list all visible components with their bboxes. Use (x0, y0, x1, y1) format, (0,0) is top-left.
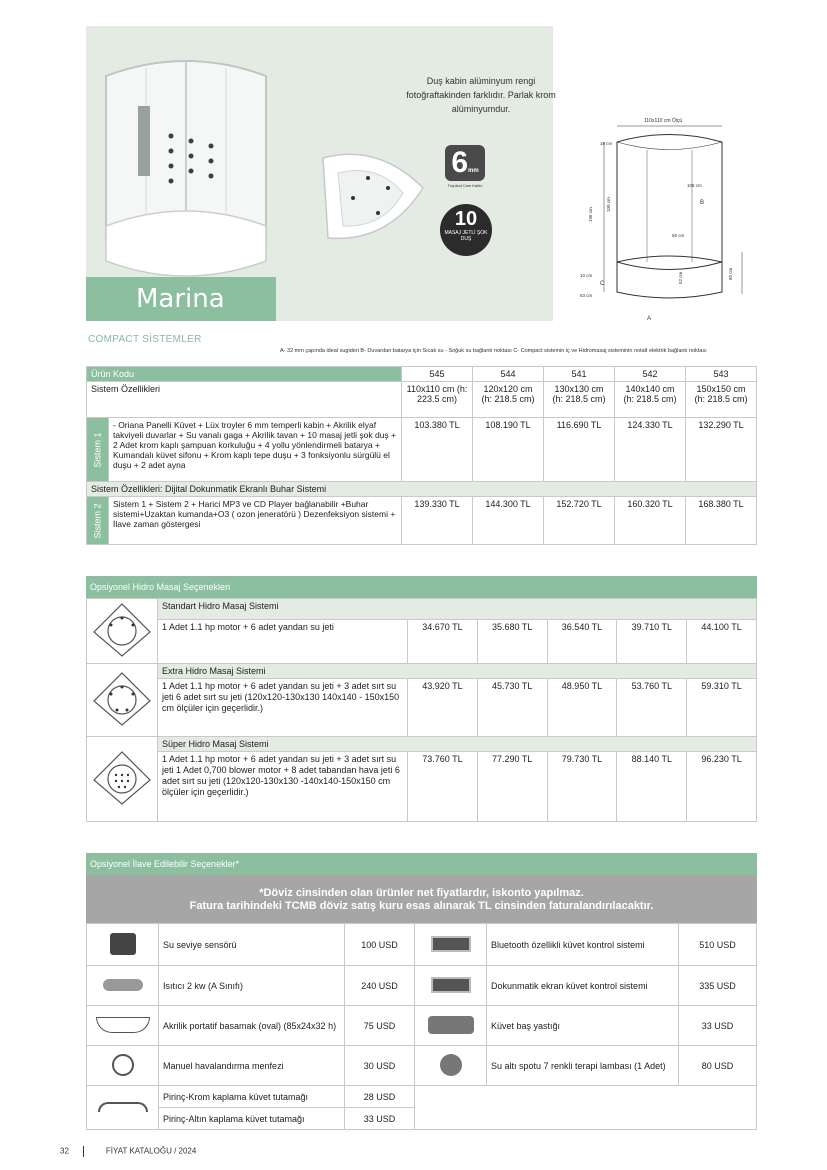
price-cell: 73.760 TL (408, 752, 478, 822)
hydro-option-desc: 1 Adet 1.1 hp motor + 6 adet yandan su jeti + 3 adet sırt su jeti 1 Adet 0,700 blower motor + 8 adet tabandan hava jeti 6 adet sırt su jeti (120x120-130x130 -140x140-150x150 cm ölçüler için geçerlidir.) (158, 752, 408, 822)
addon-icon-cell (415, 966, 487, 1006)
system2-header: Sistem Özellikleri: Dijital Dokunmatik Ekranlı Buhar Sistemi (87, 482, 757, 497)
price-cell: 35.680 TL (477, 620, 547, 664)
code-cell: 543 (686, 367, 757, 382)
hydro-standard-icon-cell (87, 599, 158, 664)
finish-note: Duş kabin alüminyum rengi fotoğraftakinden farklıdır. Parlak krom alüminyumdur. (406, 76, 556, 114)
price-cell: 48.950 TL (547, 679, 617, 737)
price-cell: 43.920 TL (408, 679, 478, 737)
hydro-super-icon-cell (87, 737, 158, 822)
price-cell: 79.730 TL (547, 752, 617, 822)
addon-options-header: Opsiyonel İlave Edilebilir Seçenekler* (86, 853, 757, 875)
hydro-option-title: Standart Hidro Masaj Sistemi (158, 599, 757, 620)
page-footer (60, 1146, 196, 1157)
dim-label-5: 10 cm (580, 273, 593, 278)
size-cell: 140x140 cm (h: 218.5 cm) (615, 382, 686, 418)
pillow-icon (428, 1016, 474, 1034)
vent-icon (112, 1054, 134, 1076)
addon-icon-cell (415, 924, 487, 966)
badge-6-caption: Tropikal Cam Kabin (447, 183, 483, 188)
badge-6-unit: mm (468, 168, 479, 174)
price-cell: 39.710 TL (617, 620, 687, 664)
dim-label-1: 196 cm (588, 207, 593, 222)
shower-cabin-photo (96, 46, 276, 286)
features-label: Sistem Özellikleri (87, 382, 402, 418)
addon-label: Pirinç-Altın kaplama küvet tutamağı (159, 1108, 345, 1130)
addon-icon-cell (87, 1006, 159, 1046)
table-row (87, 1046, 757, 1086)
price-cell: 96.230 TL (687, 752, 757, 822)
touchscreen-control-icon (431, 977, 471, 993)
super-tub-icon (91, 749, 153, 807)
underwater-light-icon (440, 1054, 462, 1076)
extra-tub-icon (91, 670, 153, 728)
addon-price: 75 USD (345, 1006, 415, 1046)
hero-panel (86, 26, 556, 321)
price-cell: 103.380 TL (402, 418, 473, 482)
price-cell: 59.310 TL (687, 679, 757, 737)
size-cell: 150x150 cm (h: 218.5 cm) (686, 382, 757, 418)
price-cell: 88.140 TL (617, 752, 687, 822)
dim-label-2: 108 cm (687, 183, 702, 188)
col-header-code: Ürün Kodu (87, 367, 402, 382)
product-price-table (86, 366, 757, 545)
hydro-option-title: Süper Hidro Masaj Sistemi (158, 737, 757, 752)
table-row (87, 497, 757, 545)
6mm-glass-badge (441, 141, 489, 191)
price-cell: 44.100 TL (687, 620, 757, 664)
table-row (87, 599, 757, 620)
hydro-options-header: Opsiyonel Hidro Masaj Seçenekleri (86, 576, 757, 598)
addon-label: Küvet baş yastığı (487, 1006, 679, 1046)
addon-label: Dokunmatik ekran küvet kontrol sistemi (487, 966, 679, 1006)
dim-label-6: 53 cm (580, 293, 593, 298)
price-cell: 144.300 TL (473, 497, 544, 545)
hydro-option-title: Extra Hidro Masaj Sistemi (158, 664, 757, 679)
system2-desc: Sistem 1 + Sistem 2 + Harici MP3 ve CD Player bağlanabilir +Buhar sistemi+Uzaktan kumanda+O3 ( ozon jeneratörü ) Dezenfeksiyon sistemi + İlave zaman göstergesi (109, 497, 402, 545)
table-row (87, 482, 757, 497)
step-icon (96, 1017, 150, 1033)
addon-price: 100 USD (345, 924, 415, 966)
system1-label: Sistem 1 (92, 431, 103, 468)
system2-label: Sistem 2 (92, 502, 103, 539)
letter-b: B (700, 200, 705, 206)
code-cell: 545 (402, 367, 473, 382)
addon-icon-cell (87, 1086, 159, 1130)
addon-price: 240 USD (345, 966, 415, 1006)
table-row (87, 924, 757, 966)
connection-legend: A- 32 mm çapında ideal sugideri B- Duvardan batarya için Sıcak su - Soğuk su bağlantı noktası C- Compact sistemin iç ve Hidromasaj sisteminin notalt elektrik bağlantı noktası (280, 348, 707, 354)
hydro-option-desc: 1 Adet 1.1 hp motor + 6 adet yandan su jeti (158, 620, 408, 664)
handle-icon (98, 1102, 148, 1112)
addon-label: Manuel havalandırma menfezi (159, 1046, 345, 1086)
table-row (87, 367, 757, 382)
size-cell: 120x120 cm (h: 218.5 cm) (473, 382, 544, 418)
system1-label-cell (87, 418, 109, 482)
price-cell: 53.760 TL (617, 679, 687, 737)
table-row (87, 966, 757, 1006)
schematic-top-label: 110x110 cm Ölçü (644, 118, 683, 124)
letter-c: C (600, 281, 605, 287)
addon-icon-cell (415, 1006, 487, 1046)
price-cell: 124.330 TL (615, 418, 686, 482)
price-cell: 45.730 TL (477, 679, 547, 737)
hydro-options-table (86, 598, 757, 822)
price-cell: 139.330 TL (402, 497, 473, 545)
addon-price: 335 USD (679, 966, 757, 1006)
bluetooth-control-icon (431, 936, 471, 952)
empty-cell (415, 1086, 757, 1130)
badge-10-text: MASAJ JETLİ ŞOK DUŞ (444, 230, 488, 242)
size-cell: 130x130 cm (h: 218.5 cm) (544, 382, 615, 418)
dim-label-7: 52 cm (678, 271, 683, 284)
addon-options-table (86, 923, 757, 1130)
dim-label-4: 55 cm (672, 233, 685, 238)
table-row (87, 382, 757, 418)
addon-icon-cell (87, 924, 159, 966)
addon-label: Bluetooth özellikli küvet kontrol sistemi (487, 924, 679, 966)
heater-icon (103, 979, 143, 991)
price-cell: 132.290 TL (686, 418, 757, 482)
badge-6-number: 6 (451, 146, 468, 179)
table-row (87, 1086, 757, 1108)
price-cell: 168.380 TL (686, 497, 757, 545)
table-row (87, 620, 757, 664)
hydro-option-desc: 1 Adet 1.1 hp motor + 6 adet yandan su jeti + 3 adet sırt su jeti 6 adet sırt su jeti (120x120-130x130 140x140 - 150x150 cm ölçüler için geçerlidir.) (158, 679, 408, 737)
section-label: COMPACT SİSTEMLER (88, 334, 202, 345)
code-cell: 542 (615, 367, 686, 382)
code-cell: 544 (473, 367, 544, 382)
addon-icon-cell (415, 1046, 487, 1086)
product-name: Marina (86, 277, 276, 321)
addon-label: Akrilik portatif basamak (oval) (85x24x32 h) (159, 1006, 345, 1046)
level-sensor-icon (110, 933, 136, 955)
code-cell: 541 (544, 367, 615, 382)
price-cell: 36.540 TL (547, 620, 617, 664)
badge-10-number: 10 (454, 208, 478, 230)
corner-tub-photo (318, 138, 428, 248)
price-cell: 116.690 TL (544, 418, 615, 482)
addon-price: 33 USD (345, 1108, 415, 1130)
addon-price: 510 USD (679, 924, 757, 966)
addon-label: Su altı spotu 7 renkli terapi lambası (1 Adet) (487, 1046, 679, 1086)
catalog-name: FİYAT KATALOĞU / 2024 (105, 1146, 197, 1156)
standard-tub-icon (91, 601, 153, 659)
price-cell: 160.320 TL (615, 497, 686, 545)
addon-price: 30 USD (345, 1046, 415, 1086)
table-row (87, 418, 757, 482)
system1-desc: - Oriana Panelli Küvet + Lüx troyler 6 mm temperli kabin + Akrilik elyaf takviyeli duvarlar + Su vanalı gaga + Akrilik tavan + 10 masaj jetli şok duş + 2 Adet krom kaplı şampuan korkuluğu + 4 yollu yönlendirmeli batarya + Kumandalı küvet sifonu + Krom kaplı tepe duşu + 3 fonksiyonlu sürgülü el duşu + 2 adet ayna (109, 418, 402, 482)
addon-price: 28 USD (345, 1086, 415, 1108)
addon-icon-cell (87, 966, 159, 1006)
letter-a: A (647, 316, 652, 322)
10-jet-badge (440, 204, 492, 256)
currency-note-line2: Fatura tarihindeki TCMB döviz satış kuru esas alınarak TL cinsinden faturalandırılacaktır. (189, 900, 654, 912)
page-number: 32 (60, 1146, 69, 1156)
table-row (87, 1006, 757, 1046)
price-cell: 108.190 TL (473, 418, 544, 482)
system2-label-cell (87, 497, 109, 545)
addon-price: 80 USD (679, 1046, 757, 1086)
addon-price: 33 USD (679, 1006, 757, 1046)
currency-note (86, 875, 757, 923)
table-row (87, 664, 757, 679)
table-row (87, 752, 757, 822)
price-cell: 77.290 TL (477, 752, 547, 822)
size-cell: 110x110 cm (h: 223.5 cm) (402, 382, 473, 418)
technical-drawing (572, 112, 762, 327)
currency-note-line1: *Döviz cinsinden olan ürünler net fiyatlardır, iskonto yapılmaz. (259, 887, 584, 899)
hydro-extra-icon-cell (87, 664, 158, 737)
price-cell: 152.720 TL (544, 497, 615, 545)
addon-icon-cell (87, 1046, 159, 1086)
dim-label-0: 18 cm (600, 141, 613, 146)
dim-label-8: 60 cm (728, 267, 733, 280)
table-row (87, 679, 757, 737)
table-row (87, 737, 757, 752)
addon-label: Pirinç-Krom kaplama küvet tutamağı (159, 1086, 345, 1108)
addon-label: Su seviye sensörü (159, 924, 345, 966)
price-cell: 34.670 TL (408, 620, 478, 664)
dim-label-3: 100 cm (606, 197, 611, 212)
addon-label: Isıtıcı 2 kw (A Sınıfı) (159, 966, 345, 1006)
